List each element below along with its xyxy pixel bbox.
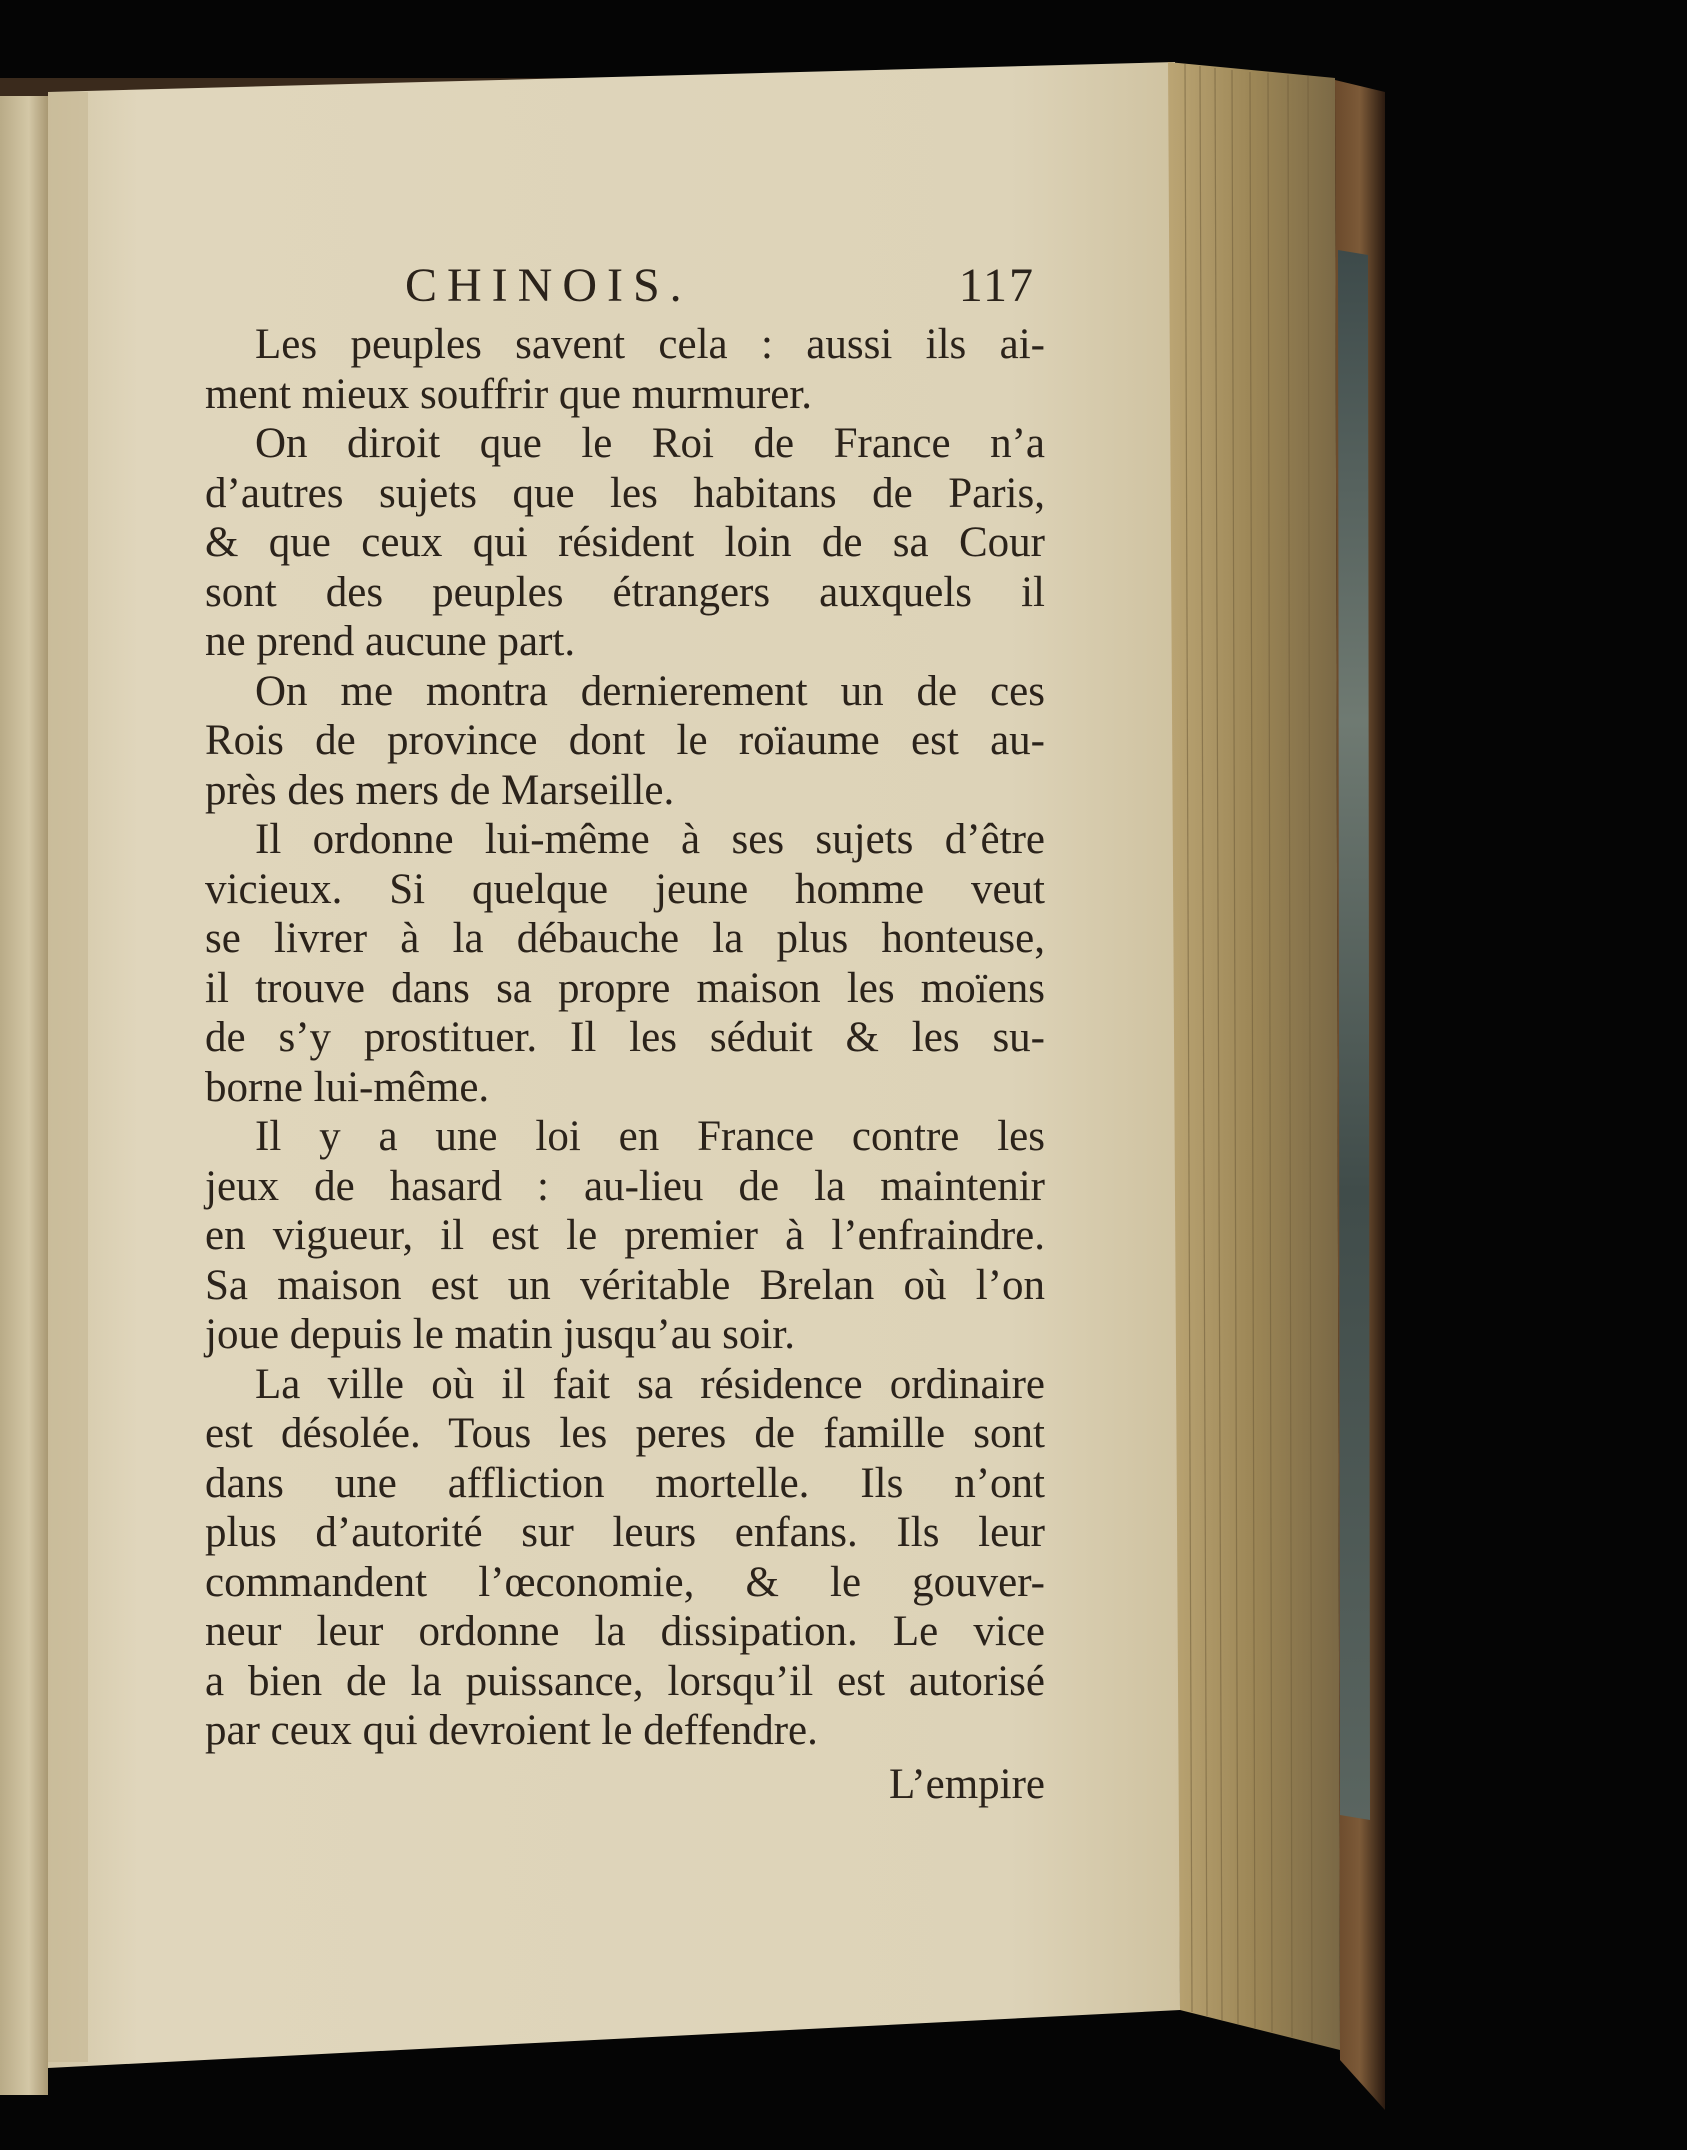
text-line: vicieux. Si quelque jeune homme veut: [205, 865, 1045, 913]
text-line: neur leur ordonne la dissipation. Le vice: [205, 1608, 1045, 1655]
text-line: par ceux qui devroient le deffendre.: [205, 1707, 818, 1754]
text-line: & que ceux qui résident loin de sa Cour: [205, 519, 1045, 566]
page-text: [205, 250, 1045, 1809]
text-line: est désolée. Tous les peres de famille sont: [205, 1410, 1045, 1457]
catchword: L’empire: [888, 1760, 1045, 1808]
page-number: 117: [958, 259, 1035, 312]
text-line: On diroit que le Roi de France n’a: [255, 420, 1045, 467]
marbled-board: [1338, 250, 1370, 1820]
text-line: de s’y prostituer. Il les séduit & les su-: [205, 1014, 1045, 1061]
text-line: borne lui-même.: [205, 1063, 490, 1111]
running-head-title: CHINOIS.: [405, 259, 692, 312]
text-line: a bien de la puissance, lorsqu’il est autorisé: [205, 1657, 1045, 1705]
text-line: ment mieux souffrir que murmurer.: [205, 370, 813, 418]
running-head: [205, 250, 1045, 320]
text-line: Il y a une loi en France contre les: [255, 1113, 1045, 1160]
text-line: joue depuis le matin jusqu’au soir.: [205, 1311, 795, 1358]
text-line: Rois de province dont le roïaume est au-: [205, 717, 1045, 764]
text-line: dans une affliction mortelle. Ils n’ont: [205, 1459, 1045, 1507]
text-line: en vigueur, il est le premier à l’enfraindre.: [205, 1212, 1045, 1259]
text-line: On me montra dernierement un de ces: [255, 667, 1045, 715]
text-line: il trouve dans sa propre maison les moïens: [205, 964, 1045, 1012]
text-line: Sa maison est un véritable Brelan où l’on: [205, 1261, 1045, 1309]
text-line: La ville où il fait sa résidence ordinaire: [255, 1360, 1045, 1408]
text-line: commandent l’œconomie, & le gouver-: [205, 1558, 1045, 1606]
text-line: se livrer à la débauche la plus honteuse,: [205, 915, 1045, 962]
text-line: plus d’autorité sur leurs enfans. Ils leur: [205, 1509, 1045, 1556]
text-line: Les peuples savent cela : aussi ils ai-: [255, 321, 1045, 368]
text-line: d’autres sujets que les habitans de Paris,: [205, 469, 1045, 517]
text-line: jeux de hasard : au-lieu de la maintenir: [205, 1162, 1045, 1210]
text-line: sont des peuples étrangers auxquels il: [205, 568, 1045, 616]
left-page-edge: [0, 85, 48, 2095]
text-line: Il ordonne lui-même à ses sujets d’être: [255, 816, 1045, 863]
text-body: [205, 320, 1045, 1756]
text-line: près des mers de Marseille.: [205, 766, 675, 814]
text-line: ne prend aucune part.: [205, 618, 576, 665]
